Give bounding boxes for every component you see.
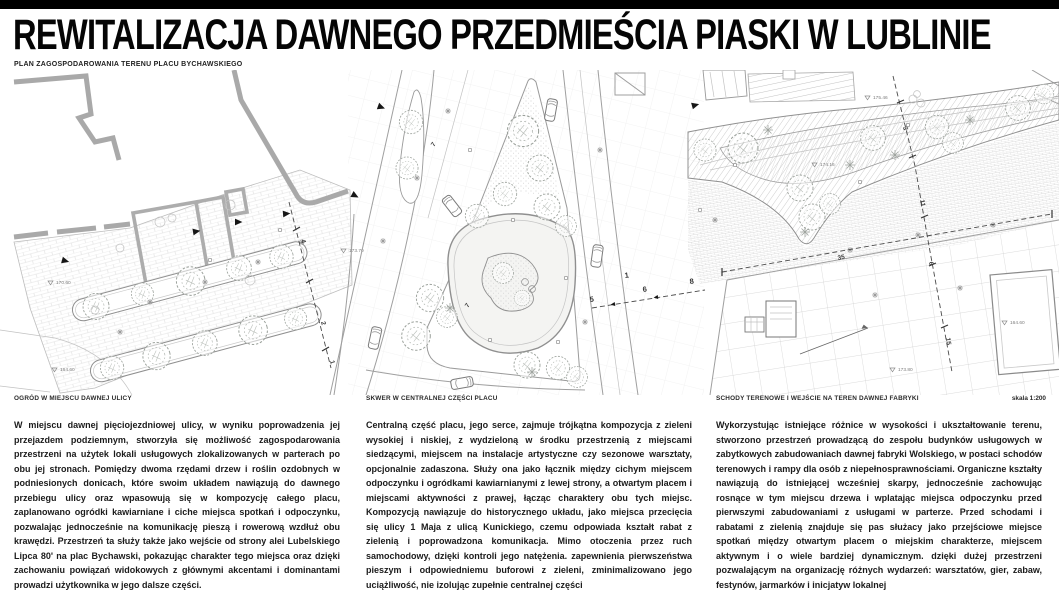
page-subtitle: PLAN ZAGOSPODAROWANIA TERENU PLACU BYCHAWSKIEGO <box>14 61 243 68</box>
tree-icon <box>416 284 443 311</box>
light-square-icon <box>557 341 560 344</box>
right-section-stairs <box>688 70 1059 395</box>
scale-label: skala 1:200 <box>1011 395 1046 402</box>
light-square-icon <box>565 277 568 280</box>
light-square-icon <box>489 339 492 342</box>
dimension-label: 6 <box>927 261 935 266</box>
building-wall <box>14 76 119 160</box>
lamp-icon <box>872 292 878 298</box>
tree-icon <box>820 194 841 215</box>
tree-icon <box>465 204 488 227</box>
body-text-garden: W miejscu dawnej pięciojezdniowej ulicy, w wyniku poprowadzenia jej przejazdem podziemnym, stworzyła się możliwość zagospodarowania przestrzeni na użytek lokali usługowych zlokalizowanych w parterach po obu jej stronach. Pomiędzy dwoma rzędami drzew i roślin ozdobnych w podniesionych donicach, które swoim układem nawiązują do dawnego przebiegu ulicy oraz wpasowują się w kompozycję całego placu, zaplanowano ogródki kawiarniane i ciche miejsca spotkań i odpoczynku, pozwalając jednocześnie na komunikację pieszą i rowerową wzdłuż obu krawędzi. Przestrzeń ta służy także jako wejście od strony alei Lubelskiego Lipca 80' na plac Bychawski, pokazując charakter tego miejsca oraz dzięki zachowaniu powiązań widokowych z głównymi akcentami i dominantami prowadzi użytkownika w jego dalsze części. <box>14 420 340 591</box>
light-square-icon <box>469 149 472 152</box>
tree-icon <box>556 216 577 237</box>
tree-icon <box>493 263 514 284</box>
dimension-label: 7 <box>429 141 438 149</box>
section-caption-square: SKWER W CENTRALNEJ CZĘŚCI PLACU <box>366 395 498 402</box>
dimension-label: 6 <box>642 284 648 294</box>
section-caption-stairs: SCHODY TERENOWE I WEJŚCIE NA TEREN DAWNEJ FABRYKI <box>716 395 919 402</box>
body-text-square: Centralną część placu, jego serce, zajmuje trójkątna kompozycja z zieleni wysokiej i niskiej, z wydzieloną w środku przestrzenią z miejscami siedzącymi, miejscem na instalacje artystyczne czy sezonowe warsztaty, opcjonalnie zadaszona. Służy ona jako łącznik między cichym miejscem odpoczynku i ogródkami kawiarnianymi z lewej strony, a otwartym placem i miejscami aktywności z prawej, łącząc charaktery obu tych miejsc. Kompozycją nawiązuje do historycznego układu, jako miejsca przecięcia się ulicy 1 Maja z ulicą Kunickiego, czemu odpowiada kształt rabat z zielenią i poprowadzona komunikacja. Mimo otoczenia przez ruch samochodowy, dzięki kontroli jego natężenia. zapewnienia pierwszeństwa pieszym i odpowiedniemu buforowi z zieleni, zminimalizowano jego uciążliwość, nie izolując zupełnie centralnej części <box>366 420 692 591</box>
shrub-icon <box>845 160 855 170</box>
top-black-bar <box>0 0 1059 9</box>
dimension-label: 15 <box>944 337 952 346</box>
tree-icon <box>527 155 553 181</box>
light-square-icon <box>699 209 702 212</box>
tree-icon <box>1034 84 1054 104</box>
tree-icon <box>493 182 516 205</box>
dimension-label: 3 <box>901 125 909 131</box>
tree-icon <box>861 126 886 151</box>
tree-icon <box>787 175 813 201</box>
tree-icon <box>396 157 418 179</box>
elevation-label: 170.60 <box>56 281 71 286</box>
left-section-garden <box>0 70 364 395</box>
light-square-icon <box>209 259 212 262</box>
shrub-icon <box>445 303 455 313</box>
light-square-icon <box>859 181 862 184</box>
tree-icon <box>546 356 569 379</box>
dimension-label: 7 <box>463 302 472 310</box>
section-caption-garden: OGRÓD W MIEJSCU DAWNEJ ULICY <box>14 395 132 402</box>
tree-icon <box>567 367 588 388</box>
body-text-stairs: Wykorzystując istniejące różnice w wysokości i ukształtowanie terenu, stworzono przestrzeń prowadzącą do zespołu budynków usługowych w zabytkowych zabudowaniach dawnej fabryki Wolskiego, w postaci schodów terenowych i rampy dla osób z niepełnosprawnościami. Organiczne kształty nawiązują do istniejącej wcześniej skarpy, jednocześnie zachowując rosnące w tym miejscu drzewa i wplatając miejsca odpoczynku przed pierwszymi zabudowaniami z usługami w parterze. Przed schodami i rabatami z zielenią znajduje się pas służacy jako przejściowe miejsce spotkań między otwartym placem o miejskim charakterze, miejscem aktywnym i o wiele bardziej dynamicznym. dzięki dużej przestrzeni pozwalającym na organizację różnych wydarzeń: warsztatów, gier, zabaw, festynów, jarmarków i inicjatyw lokalnej <box>716 420 1042 591</box>
shrub-icon <box>965 115 975 125</box>
tree-icon <box>399 110 422 133</box>
tree-icon <box>925 115 948 138</box>
light-square-icon <box>734 164 737 167</box>
dimension-label: 4 <box>299 238 307 245</box>
dimension-label: 8 <box>689 276 695 286</box>
shrub-icon <box>527 367 537 377</box>
lamp-icon <box>582 319 588 325</box>
tree-icon <box>514 352 540 378</box>
elevation-label: 164.60 <box>1010 321 1025 326</box>
tree-icon <box>534 194 560 220</box>
lamp-icon <box>712 217 718 223</box>
lamp-icon <box>957 285 963 291</box>
elevation-label: 164.60 <box>60 368 75 373</box>
dimension-label: 11 <box>918 199 927 208</box>
shrub-icon <box>800 227 810 237</box>
lamp-icon <box>847 247 853 253</box>
tree-icon <box>1006 96 1031 121</box>
site-plan-drawing <box>0 70 1059 395</box>
spot-elevation <box>865 95 888 101</box>
tree-icon <box>507 115 538 146</box>
dimension-label: 2 <box>319 320 327 327</box>
dimension-label: 1 <box>328 359 336 366</box>
tree-icon <box>437 307 458 328</box>
light-square-icon <box>279 229 282 232</box>
light-square-icon <box>512 219 515 222</box>
elevation-label: 173.70 <box>349 249 364 254</box>
lamp-icon <box>597 147 603 153</box>
tree-icon <box>402 322 431 351</box>
dimension-label: 35 <box>837 253 846 262</box>
elevation-label: 175.46 <box>873 96 888 101</box>
elevation-label: 173.80 <box>898 368 913 373</box>
dimension-label: 5 <box>589 294 595 304</box>
tree-icon <box>728 133 758 163</box>
dimension-label: 1 <box>624 270 630 280</box>
page-title: REWITALIZACJA DAWNEGO PRZEDMIEŚCIA PIASKI W LUBLINIE <box>13 11 991 59</box>
shrub-icon <box>890 150 900 160</box>
elevation-label: 174.16 <box>820 163 835 168</box>
tree-icon <box>943 133 964 154</box>
tree-icon <box>694 139 716 161</box>
tree-icon <box>514 290 530 306</box>
shrub-icon <box>763 125 773 135</box>
